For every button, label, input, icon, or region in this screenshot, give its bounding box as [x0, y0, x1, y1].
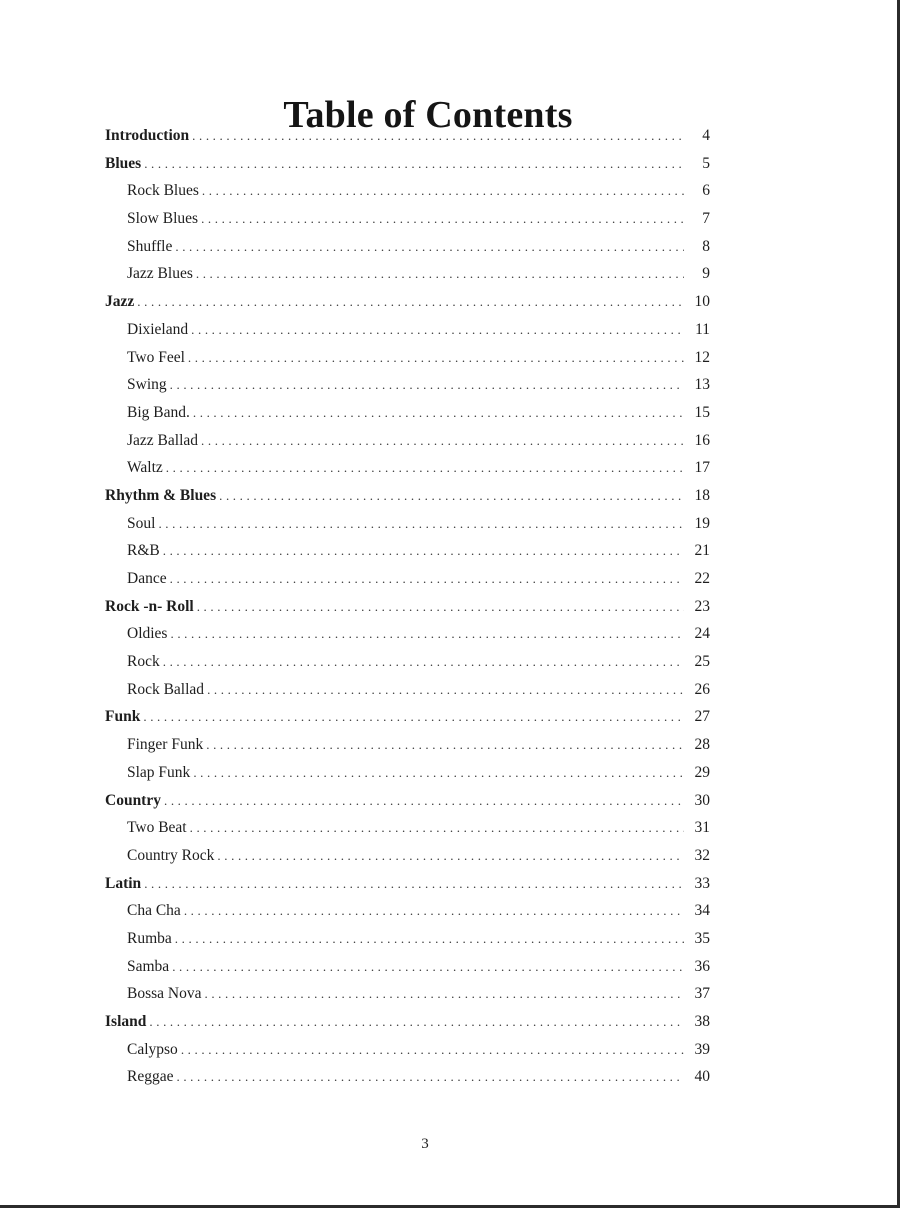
toc-entry — [105, 427, 710, 455]
dot-leader — [193, 399, 684, 427]
toc-entry-label: Island — [105, 1013, 147, 1030]
dot-leader — [172, 953, 684, 981]
dot-leader — [193, 759, 684, 787]
dot-leader — [144, 150, 684, 178]
dot-leader — [170, 371, 684, 399]
dot-leader — [192, 122, 684, 150]
toc-entry-label: Soul — [127, 514, 156, 532]
dot-leader — [175, 233, 684, 261]
toc-entry — [105, 703, 710, 731]
toc-entry — [105, 1008, 710, 1036]
dot-leader — [149, 1008, 684, 1036]
toc-entry-label: Blues — [105, 154, 142, 172]
toc-entry-page: 35 — [694, 929, 710, 947]
toc-entry — [105, 870, 710, 898]
toc-entry — [105, 233, 710, 261]
dot-leader — [219, 482, 684, 510]
dot-leader — [170, 620, 684, 648]
toc-entry — [105, 537, 710, 565]
toc-entry-label: Jazz — [105, 293, 135, 311]
toc-entry — [105, 980, 710, 1008]
toc-entry-label: Cha Cha — [127, 902, 181, 920]
dot-leader — [201, 205, 684, 233]
toc-entry-page: 4 — [702, 127, 710, 144]
dot-leader — [206, 731, 684, 759]
page-title: Table of Contents — [283, 94, 573, 137]
toc-entry-page: 6 — [702, 182, 710, 200]
dot-leader — [188, 344, 684, 372]
toc-entry — [105, 454, 710, 482]
toc-entry — [105, 150, 710, 178]
toc-entry-page: 25 — [694, 653, 710, 671]
dot-leader — [181, 1036, 684, 1064]
toc-entry — [105, 648, 710, 676]
toc-entry-page: 19 — [694, 514, 710, 532]
toc-entry-page: 22 — [694, 570, 710, 587]
toc-entry-label: Reggae — [127, 1068, 174, 1086]
toc-entry-label: Two Beat — [127, 819, 187, 837]
toc-entry-page: 32 — [694, 846, 710, 864]
toc-entry-page: 11 — [695, 320, 710, 338]
toc-entry — [105, 731, 710, 759]
toc-entry — [105, 371, 710, 399]
toc-list — [105, 122, 710, 1091]
toc-entry-page: 9 — [702, 265, 710, 283]
toc-entry — [105, 205, 710, 233]
dot-leader — [184, 897, 684, 925]
toc-entry-label: Rhythm & Blues — [105, 486, 217, 504]
toc-entry — [105, 1063, 710, 1091]
dot-leader — [163, 648, 684, 676]
toc-entry-label: Swing — [127, 376, 167, 394]
toc-entry-page: 8 — [702, 237, 710, 255]
toc-entry — [105, 759, 710, 787]
toc-entry-page: 21 — [694, 542, 710, 560]
dot-leader — [196, 260, 684, 288]
toc-entry — [105, 260, 710, 288]
dot-leader — [176, 1063, 684, 1091]
dot-leader — [170, 565, 684, 593]
dot-leader — [191, 316, 684, 344]
toc-entry-label: Big Band. — [127, 403, 190, 421]
dot-leader — [207, 676, 684, 704]
toc-entry-label: Rock Ballad — [127, 680, 205, 698]
page-number: 3 — [421, 1136, 429, 1152]
toc-entry — [105, 925, 710, 953]
toc-entry-page: 13 — [694, 376, 710, 394]
toc-entry-page: 40 — [694, 1068, 710, 1086]
toc-entry — [105, 316, 710, 344]
dot-leader — [202, 177, 684, 205]
toc-entry-page: 37 — [694, 985, 710, 1003]
toc-entry-page: 18 — [694, 486, 710, 504]
toc-entry-label: Rock — [127, 653, 160, 671]
toc-entry — [105, 565, 710, 593]
toc-entry-label: Dance — [127, 570, 167, 587]
toc-entry-page: 23 — [694, 597, 710, 615]
toc-entry-page: 5 — [702, 154, 710, 172]
toc-entry — [105, 787, 710, 815]
toc-entry-page: 26 — [694, 680, 710, 698]
toc-entry — [105, 510, 710, 538]
dot-leader — [175, 925, 684, 953]
toc-entry-label: Country Rock — [127, 846, 215, 864]
toc-entry-label: Oldies — [127, 625, 168, 643]
toc-entry-label: Waltz — [127, 459, 163, 477]
toc-entry-label: R&B — [127, 542, 160, 560]
toc-entry — [105, 177, 710, 205]
toc-entry-page: 27 — [694, 708, 710, 726]
toc-entry-page: 38 — [694, 1013, 710, 1030]
toc-entry-page: 34 — [694, 902, 710, 920]
toc-entry-page: 36 — [694, 957, 710, 975]
toc-entry-page: 39 — [694, 1040, 710, 1058]
toc-entry-label: Finger Funk — [127, 736, 204, 754]
dot-leader — [197, 593, 684, 621]
toc-entry-page: 12 — [694, 348, 710, 366]
toc-entry-label: Calypso — [127, 1040, 178, 1058]
toc-entry-label: Country — [105, 791, 161, 809]
dot-leader — [144, 870, 684, 898]
toc-entry-label: Shuffle — [127, 237, 173, 255]
toc-entry — [105, 122, 710, 150]
toc-entry-page: 24 — [694, 625, 710, 643]
toc-entry-label: Dixieland — [127, 320, 189, 338]
toc-entry-page: 30 — [694, 791, 710, 809]
toc-entry-page: 33 — [694, 874, 710, 892]
toc-entry-label: Slow Blues — [127, 210, 199, 228]
dot-leader — [190, 814, 684, 842]
toc-entry-page: 7 — [702, 210, 710, 228]
toc-entry-label: Latin — [105, 874, 142, 892]
toc-entry — [105, 842, 710, 870]
toc-entry-label: Jazz Ballad — [127, 431, 199, 449]
toc-entry-label: Rock -n- Roll — [105, 597, 194, 615]
toc-entry-label: Funk — [105, 708, 141, 726]
dot-leader — [163, 537, 684, 565]
dot-leader — [137, 288, 684, 316]
dot-leader — [164, 787, 684, 815]
toc-entry-label: Bossa Nova — [127, 985, 202, 1003]
dot-leader — [166, 454, 684, 482]
dot-leader — [217, 842, 684, 870]
toc-entry — [105, 814, 710, 842]
toc-entry-label: Slap Funk — [127, 763, 191, 781]
toc-entry-page: 10 — [694, 293, 710, 311]
toc-entry — [105, 897, 710, 925]
toc-entry-label: Samba — [127, 957, 170, 975]
toc-entry — [105, 399, 710, 427]
toc-entry — [105, 953, 710, 981]
toc-entry — [105, 288, 710, 316]
toc-entry-page: 17 — [694, 459, 710, 477]
toc-entry — [105, 344, 710, 372]
toc-entry-label: Rumba — [127, 929, 172, 947]
toc-entry-page: 16 — [694, 431, 710, 449]
toc-entry — [105, 482, 710, 510]
dot-leader — [158, 510, 684, 538]
dot-leader — [204, 980, 684, 1008]
toc-entry — [105, 676, 710, 704]
dot-leader — [143, 703, 684, 731]
toc-entry-label: Introduction — [105, 127, 190, 144]
toc-entry — [105, 593, 710, 621]
toc-entry-page: 28 — [694, 736, 710, 754]
toc-entry-label: Rock Blues — [127, 182, 199, 200]
toc-entry-label: Jazz Blues — [127, 265, 193, 283]
toc-entry — [105, 620, 710, 648]
toc-entry-label: Two Feel — [127, 348, 185, 366]
toc-entry-page: 15 — [694, 403, 710, 421]
toc-entry-page: 29 — [694, 763, 710, 781]
toc-entry-page: 31 — [694, 819, 710, 837]
dot-leader — [201, 427, 684, 455]
toc-entry — [105, 1036, 710, 1064]
